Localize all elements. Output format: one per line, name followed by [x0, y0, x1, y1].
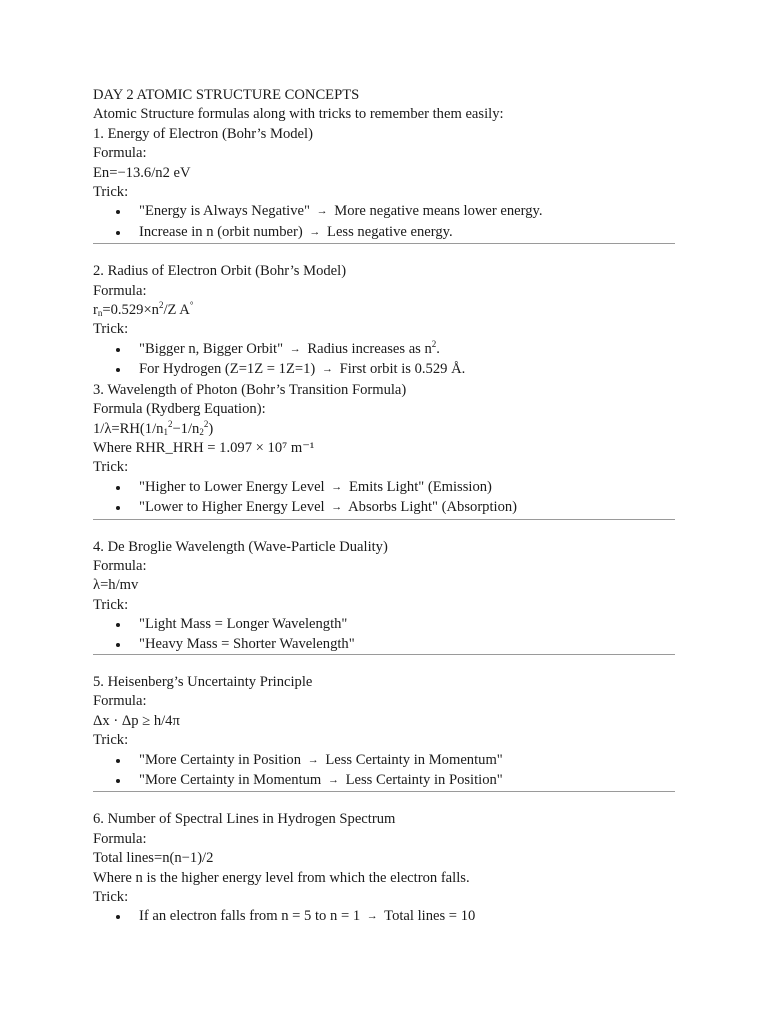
section-3-tricks — [93, 478, 675, 519]
document-intro: Atomic Structure formulas along with tricks to remember them easily: — [93, 106, 504, 123]
arrow-icon: → — [366, 910, 378, 923]
list-item: "Lower to Higher Energy Level → Absorbs Light" (Absorption) — [93, 498, 675, 518]
list-item: If an electron falls from n = 5 to n = 1 → Total lines = 10 — [93, 907, 675, 927]
list-item: "Light Mass = Longer Wavelength" — [93, 615, 675, 634]
section-2-tricks — [93, 340, 675, 381]
arrow-icon: → — [331, 501, 343, 514]
arrow-icon: → — [327, 774, 339, 786]
list-item: "Higher to Lower Energy Level → Emits Light" (Emission) — [93, 478, 675, 498]
section-5-tricks — [93, 751, 675, 792]
arrow-icon: → — [316, 205, 328, 218]
section-4-formula: λ=h/mv — [93, 577, 139, 594]
formula-label: Formula: — [93, 145, 147, 162]
section-6-where: Where n is the higher energy level from which the electron falls. — [93, 869, 470, 886]
arrow-icon: → — [289, 342, 301, 355]
document-page — [93, 86, 675, 928]
section-5-heading: 5. Heisenberg’s Uncertainty Principle — [93, 673, 313, 690]
formula-label: Formula: — [93, 830, 147, 847]
arrow-icon: → — [331, 480, 343, 493]
formula-label: Formula: — [93, 282, 147, 299]
section-1-heading: 1. Energy of Electron (Bohr’s Model) — [93, 125, 313, 142]
section-4-heading: 4. De Broglie Wavelength (Wave-Particle Duality) — [93, 538, 388, 555]
section-3-formula: $1/\lambda=RH(1/n_1^2-1/n_2^2)$ — [93, 418, 214, 437]
section-6-heading: 6. Number of Spectral Lines in Hydrogen Spectrum — [93, 811, 396, 828]
formula-label: Formula: — [93, 557, 147, 574]
document-title: DAY 2 ATOMIC STRUCTURE CONCEPTS — [93, 87, 360, 103]
section-3-where: Where RHR_HRH = 1.097 × 10⁷ m⁻¹ — [93, 439, 315, 456]
list-item: "More Certainty in Position → Less Certainty in Momentum" — [93, 751, 675, 771]
section-4-tricks — [93, 615, 675, 654]
list-item: "Energy is Always Negative" → More negative means lower energy. — [93, 202, 675, 222]
section-5-formula: Δx · Δp ≥ h/4π — [93, 712, 180, 729]
trick-label: Trick: — [93, 184, 129, 201]
section-1-tricks — [93, 202, 675, 243]
list-item: For Hydrogen (Z=1Z = 1Z=1) → First orbit is 0.529 Å. — [93, 360, 675, 380]
section-1-formula: En=−13.6/n2 eV — [93, 164, 191, 181]
section-2-formula: $r_n=0.529\times n^2/Z$ A° — [93, 300, 194, 319]
formula-label: Formula (Rydberg Equation): — [93, 401, 266, 418]
trick-label: Trick: — [93, 889, 129, 906]
list-item: "Bigger n, Bigger Orbit" → Radius increases as $n^2$. — [93, 340, 675, 360]
arrow-icon: → — [309, 225, 321, 238]
trick-label: Trick: — [93, 321, 129, 338]
trick-label: Trick: — [93, 596, 129, 613]
list-item: "Heavy Mass = Shorter Wavelength" — [93, 635, 675, 654]
section-6-tricks — [93, 907, 675, 927]
trick-label: Trick: — [93, 459, 129, 476]
trick-label: Trick: — [93, 732, 129, 749]
arrow-icon: → — [307, 753, 319, 766]
list-item: Increase in n (orbit number) → Less negative energy. — [93, 223, 675, 243]
formula-label: Formula: — [93, 693, 147, 710]
section-2-heading: 2. Radius of Electron Orbit (Bohr’s Model) — [93, 263, 347, 280]
section-3-heading: 3. Wavelength of Photon (Bohr’s Transition Formula) — [93, 381, 407, 398]
arrow-icon: → — [321, 363, 333, 376]
section-6-formula: Total lines=n(n−1)/2 — [93, 850, 214, 867]
list-item: "More Certainty in Momentum → Less Certainty in Position" — [93, 771, 675, 791]
